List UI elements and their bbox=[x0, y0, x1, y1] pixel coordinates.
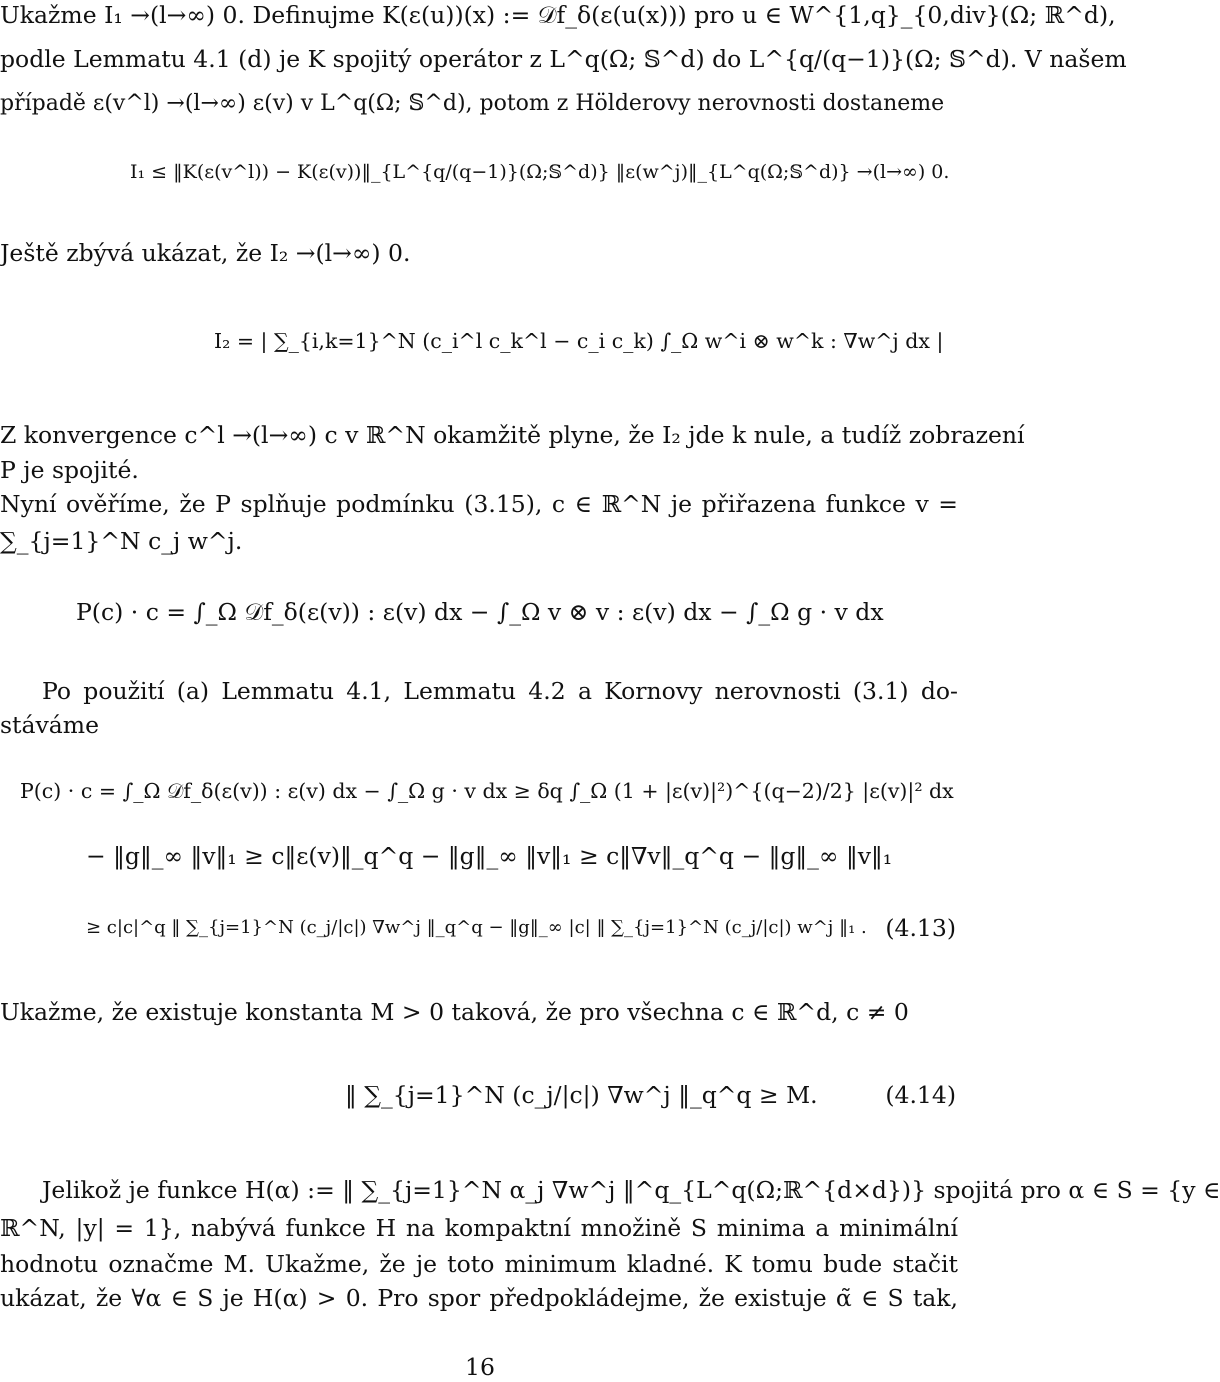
paragraph-1-line-1: Ukažme I₁ →(l→∞) 0. Definujme K(ε(u))(x) := 𝒟f_δ(ε(u(x))) pro u ∈ W^{1,q}_{0,div}(Ω; ℝ^d), bbox=[0, 1, 1116, 29]
paragraph-7-line-4: ukázat, že ∀α ∈ S je H(α) > 0. Pro spor předpokládejme, že existuje α̃ ∈ S tak, bbox=[0, 1284, 958, 1312]
page-number: 16 bbox=[465, 1353, 495, 1381]
paragraph-7-line-1: Jelikož je funkce H(α) := ‖ ∑_{j=1}^N α_j ∇w^j ‖^q_{L^q(Ω;ℝ^{d×d})} spojitá pro α ∈ S = {y ∈ bbox=[42, 1176, 1220, 1204]
equation-number-4-13: (4.13) bbox=[885, 914, 956, 942]
equation-p-c: P(c) · c = ∫_Ω 𝒟f_δ(ε(v)) : ε(v) dx − ∫_Ω v ⊗ v : ε(v) dx − ∫_Ω g · v dx bbox=[76, 598, 884, 626]
paragraph-3-line-1: Z konvergence c^l →(l→∞) c v ℝ^N okamžitě plyne, že I₂ jde k nule, a tudíž zobrazení bbox=[0, 421, 1025, 449]
equation-i2: I₂ = | ∑_{i,k=1}^N (c_i^l c_k^l − c_i c_k) ∫_Ω w^i ⊗ w^k : ∇w^j dx | bbox=[214, 329, 944, 353]
paragraph-1-line-2: podle Lemmatu 4.1 (d) je K spojitý operátor z L^q(Ω; 𝕊^d) do L^{q/(q−1)}(Ω; 𝕊^d). V našem bbox=[0, 45, 1127, 73]
paragraph-6: Ukažme, že existuje konstanta M > 0 taková, že pro všechna c ∈ ℝ^d, c ≠ 0 bbox=[0, 998, 909, 1026]
paragraph-1-line-3: případě ε(v^l) →(l→∞) ε(v) v L^q(Ω; 𝕊^d), potom z Hölderovy nerovnosti dostaneme bbox=[0, 91, 945, 116]
paragraph-7-line-2: ℝ^N, |y| = 1}, nabývá funkce H na kompaktní množině S minima a minimální bbox=[0, 1214, 958, 1242]
equation-4-13-line-1: P(c) · c = ∫_Ω 𝒟f_δ(ε(v)) : ε(v) dx − ∫_Ω g · v dx ≥ δq ∫_Ω (1 + |ε(v)|²)^{(q−2)/2} |ε(v)|² dx bbox=[20, 779, 954, 803]
equation-number-4-14: (4.14) bbox=[885, 1081, 956, 1109]
paragraph-3-line-2: P je spojité. bbox=[0, 456, 139, 484]
paragraph-2: Ještě zbývá ukázat, že I₂ →(l→∞) 0. bbox=[0, 239, 411, 267]
paragraph-7-line-3: hodnotu označme M. Ukažme, že je toto minimum kladné. K tomu bude stačit bbox=[0, 1250, 958, 1278]
paragraph-4-line-1: Nyní ověříme, že P splňuje podmínku (3.15), c ∈ ℝ^N je přiřazena funkce v = bbox=[0, 490, 958, 518]
equation-i1-bound: I₁ ≤ ‖K(ε(v^l)) − K(ε(v))‖_{L^{q/(q−1)}(Ω;𝕊^d)} ‖ε(w^j)‖_{L^q(Ω;𝕊^d)} →(l→∞) 0. bbox=[130, 161, 950, 183]
equation-4-14: ‖ ∑_{j=1}^N (c_j/|c|) ∇w^j ‖_q^q ≥ M. bbox=[345, 1081, 818, 1109]
equation-4-13-line-2: − ‖g‖_∞ ‖v‖₁ ≥ c‖ε(v)‖_q^q − ‖g‖_∞ ‖v‖₁ ≥ c‖∇v‖_q^q − ‖g‖_∞ ‖v‖₁ bbox=[86, 842, 893, 870]
paragraph-5-line-2: stáváme bbox=[0, 711, 99, 739]
paragraph-4-line-2: ∑_{j=1}^N c_j w^j. bbox=[0, 527, 243, 555]
equation-4-13-line-3: ≥ c|c|^q ‖ ∑_{j=1}^N (c_j/|c|) ∇w^j ‖_q^q − ‖g‖_∞ |c| ‖ ∑_{j=1}^N (c_j/|c|) w^j ‖₁ . bbox=[86, 917, 867, 938]
paragraph-5-line-1: Po použití (a) Lemmatu 4.1, Lemmatu 4.2 a Kornovy nerovnosti (3.1) do- bbox=[42, 677, 958, 705]
